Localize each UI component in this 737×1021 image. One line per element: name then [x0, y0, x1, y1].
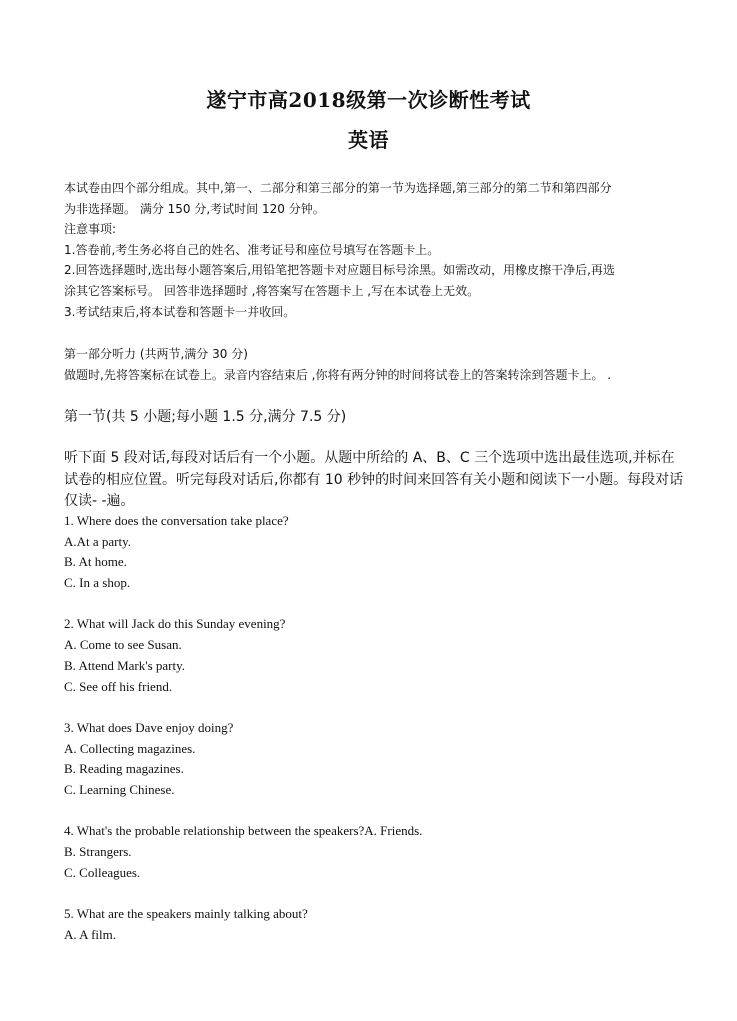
option: A. Come to see Susan.: [64, 637, 182, 653]
option: C. In a shop.: [64, 575, 131, 591]
section1-instructions: [64, 448, 684, 513]
subject-title: 英语: [348, 128, 389, 152]
notice-line: 涂其它答案标号。 回答非选择题时 ,将答案写在答题卡上 ,写在本试卷上无效。: [64, 283, 480, 298]
notice-line: 本试卷由四个部分组成。其中,第一、二部分和第三部分的第一节为选择题,第三部分的第二节和第四部分: [64, 181, 612, 195]
notice-line: 2.回答选择题时,选出每小题答案后,用铅笔把答题卡对应题目标号涂黑。如需改动，用橡皮擦干净后,再选: [64, 263, 615, 278]
option: B. Reading magazines.: [64, 761, 184, 777]
option: B. Strangers.: [64, 844, 132, 859]
option: C. Learning Chinese.: [64, 781, 175, 797]
question-list: [64, 511, 679, 945]
option: A. Collecting magazines.: [64, 740, 196, 756]
option: B. Attend Mark's party.: [64, 657, 186, 673]
exam-notice: [64, 178, 679, 322]
instruction-line: 听下面 5 段对话,每段对话后有一个小题。从题中所给的 A、B、C 三个选项中选出最佳选项,并标在: [64, 450, 675, 466]
option: A.At a party.: [64, 533, 132, 549]
notice-line: 为非选择题。 满分 150 分,考试时间 120 分钟。: [64, 201, 325, 216]
part1-heading: [64, 344, 679, 385]
question-2: [64, 614, 679, 697]
notice-line: 3.考试结束后,将本试卷和答题卡一并收回。: [64, 304, 296, 319]
option: C. Colleagues.: [64, 864, 141, 880]
question-stem: 4. What's the probable relationship between the speakers?A. Friends.: [64, 823, 423, 839]
question-1: [64, 511, 679, 594]
notice-line: 1.答卷前,考生务必将自己的姓名、准考证号和座位号填写在答题卡上。: [64, 242, 440, 257]
exam-title: 遂宁市高2018级第一次诊断性考试: [206, 88, 531, 112]
part1-title: 第一部分听力 (共两节,满分 30 分): [64, 347, 248, 361]
instruction-line: 仅读- -遍。: [64, 493, 135, 509]
notice-line: 注意事项:: [64, 222, 117, 237]
question-stem: 3. What does Dave enjoy doing?: [64, 719, 234, 735]
part1-instruction: 做题时,先将答案标在试卷上。录音内容结束后 ,你将有两分钟的时间将试卷上的答案转涂到答题卡上。 .: [64, 367, 612, 382]
question-5: [64, 904, 679, 945]
option: C. See off his friend.: [64, 678, 173, 694]
question-4: [64, 821, 679, 883]
question-stem: 1. Where does the conversation take place?: [64, 513, 289, 528]
question-stem: 2. What will Jack do this Sunday evening?: [64, 616, 286, 632]
question-stem: 5. What are the speakers mainly talking about?: [64, 906, 308, 922]
question-3: [64, 718, 679, 801]
section1-title: 第一节(共 5 小题;每小题 1.5 分,满分 7.5 分): [64, 409, 347, 425]
instruction-line: 试卷的相应位置。听完每段对话后,你都有 10 秒钟的时间来回答有关小题和阅读下一小题。每段对话: [64, 471, 684, 488]
option: A. A film.: [64, 926, 117, 942]
option: B. At home.: [64, 554, 127, 570]
